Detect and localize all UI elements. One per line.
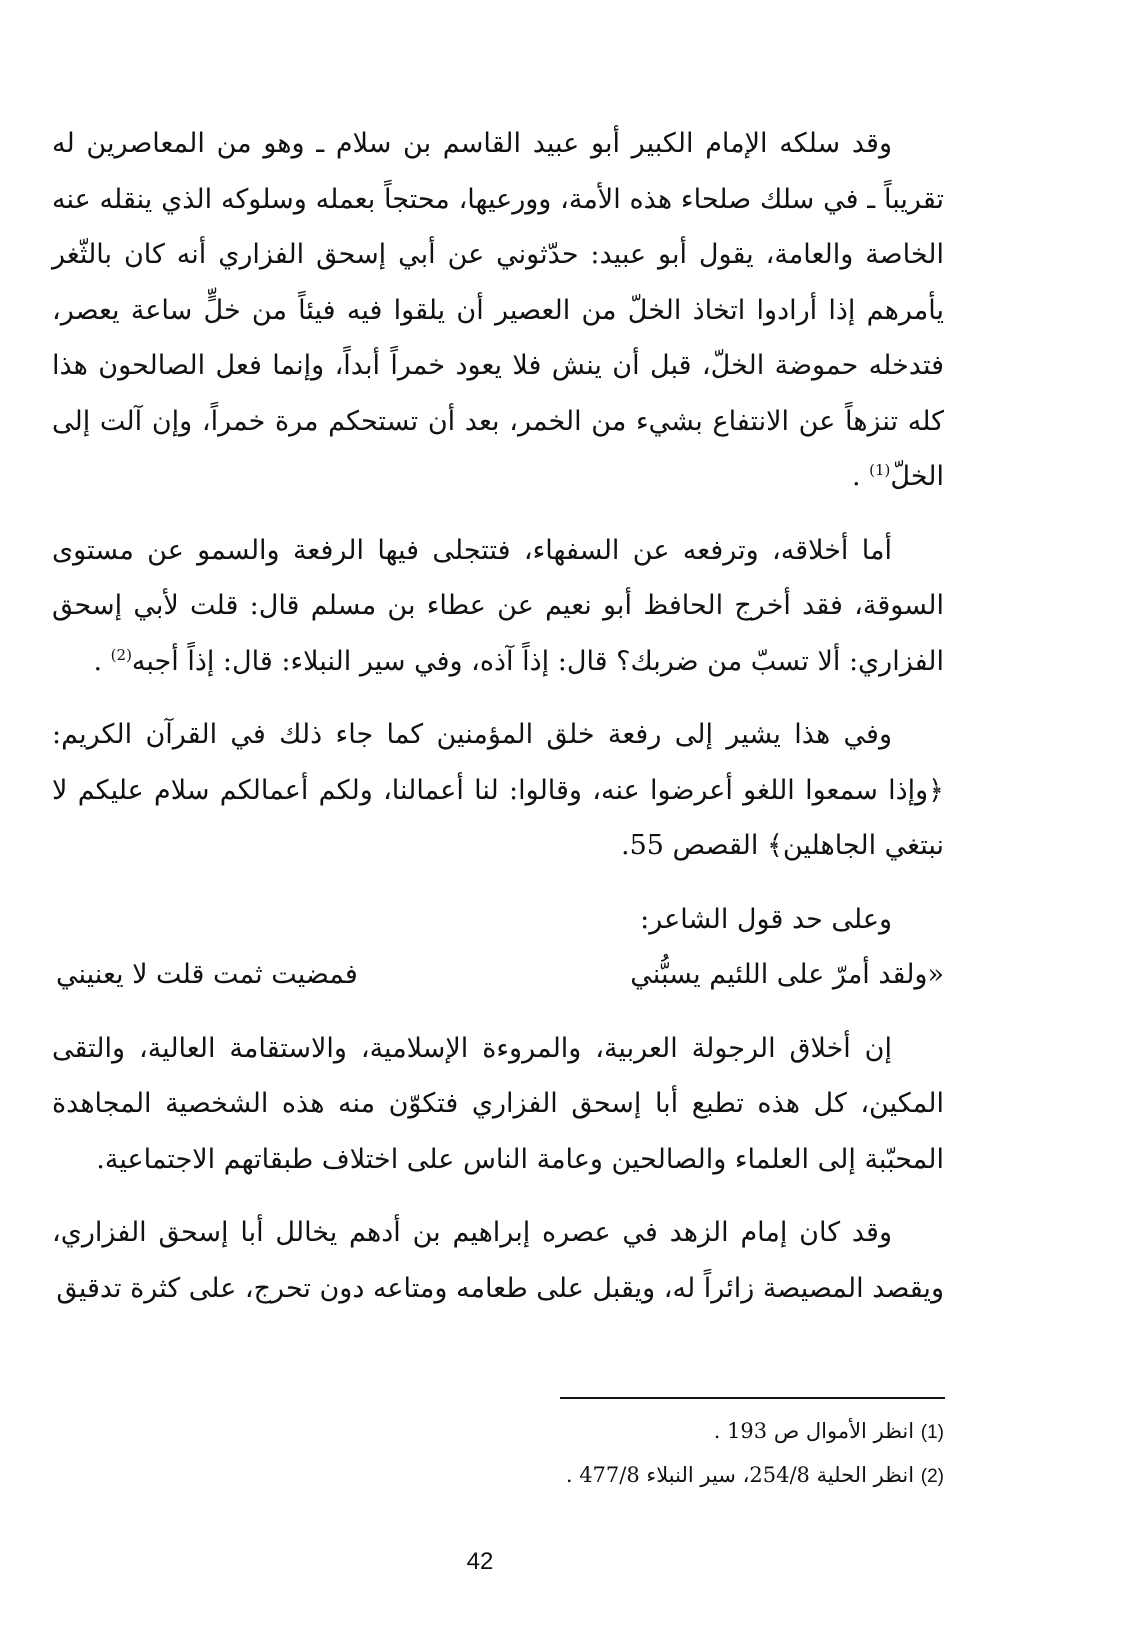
footnote-2-text: انظر الحلية 254/8، سير النبلاء 477/8 . [565,1463,915,1487]
paragraph-3-text: وفي هذا يشير إلى رفعة خلق المؤمنين كما جاء ذلك في القرآن الكريم: ﴿وإذا سمعوا اللغو أعرضوا عنه، وقالوا: لنا أعمالنا، ولكم أعمالكم سلام عليكم لا نبتغي الجاهلين﴾ القصص 55. [52,719,944,861]
main-text [52,116,944,1316]
paragraph-5-text: وقد كان إمام الزهد في عصره إبراهيم بن أدهم يخالل أبا إسحق الفزاري، ويقصد المصيصة زائراً له، ويقبل على طعامه ومتاعه دون تحرج، على كثرة تدقيق [52,1217,944,1304]
verse-first-hemistich: «ولقد أمرّ على اللئيم يسبُّني [630,959,944,990]
footnote-ref-2: (2) [110,645,132,664]
verse-intro: وعلى حد قول الشاعر: [640,903,892,935]
paragraph-4-text: إن أخلاق الرجولة العربية، والمروءة الإسلامية، والاستقامة العالية، والتقى المكين، كل هذه تطبع أبا إسحق الفزاري فتكوّن منه هذه الشخصية المجاهدة المحبّبة إلى العلماء والصالحين وعامة الناس على اختلاف طبقاتهم الاجتماعية. [52,1032,944,1175]
paragraph-2-text: أما أخلاقه، وترفعه عن السفهاء، فتتجلى فيها الرفعة والسمو عن مستوى السوقة، فقد أخرج الحافظ أبو نعيم عن عطاء بن مسلم قال: قلت لأبي إسحق الفزاري: ألا تسبّ من ضربك؟ قال: إذاً آذه، وفي سير النبلاء: قال: إذاً أجبه [52,534,944,677]
footnote-separator [560,1397,945,1399]
footnote-2-number: (2) [920,1466,944,1487]
page-number: 42 [466,1548,494,1575]
paragraph-4 [52,1021,944,1188]
paragraph-3 [52,707,944,874]
paragraph-5 [52,1205,944,1316]
footnote-ref-1: (1) [869,461,891,479]
footnote-2 [52,1454,944,1498]
paragraph-1 [52,116,944,505]
paragraph-1-text: وقد سلكه الإمام الكبير أبو عبيد القاسم بن سلام ـ وهو من المعاصرين له تقريباً ـ في سلك صلحاء هذه الأمة، وورعيها، محتجاً بعمله وسلوكه الذي ينقله عنه الخاصة والعامة، يقول أبو عبيد: حدّثوني عن أبي إسحق الفزاري أنه كان بالثّغر يأمرهم إذا أرادوا اتخاذ الخلّ من العصير أن يلقوا فيه فيئاً من خلٍّ ساعة يعصر، فتدخله حموضة الخلّ، قبل أن ينش فلا يعود خمراً أبداً، وإنما فعل الصالحون هذا كله تنزهاً عن الانتفاع بشيء من الخمر، بعد أن تستحكم مرة خمراً، وإن آلت إلى الخلّ [52,128,945,492]
paragraph-2-end: . [93,645,111,677]
footnote-1-text: انظر الأموال ص 193 . [713,1419,915,1443]
paragraph-1-end: . [851,461,870,492]
poetry-verse [52,947,944,1003]
footnote-1 [52,1410,944,1454]
paragraph-2 [52,523,944,690]
verse-second-hemistich: فمضيت ثمت قلت لا يعنيني [56,959,358,990]
footnotes [52,1410,944,1498]
footnote-1-number: (1) [920,1422,944,1443]
